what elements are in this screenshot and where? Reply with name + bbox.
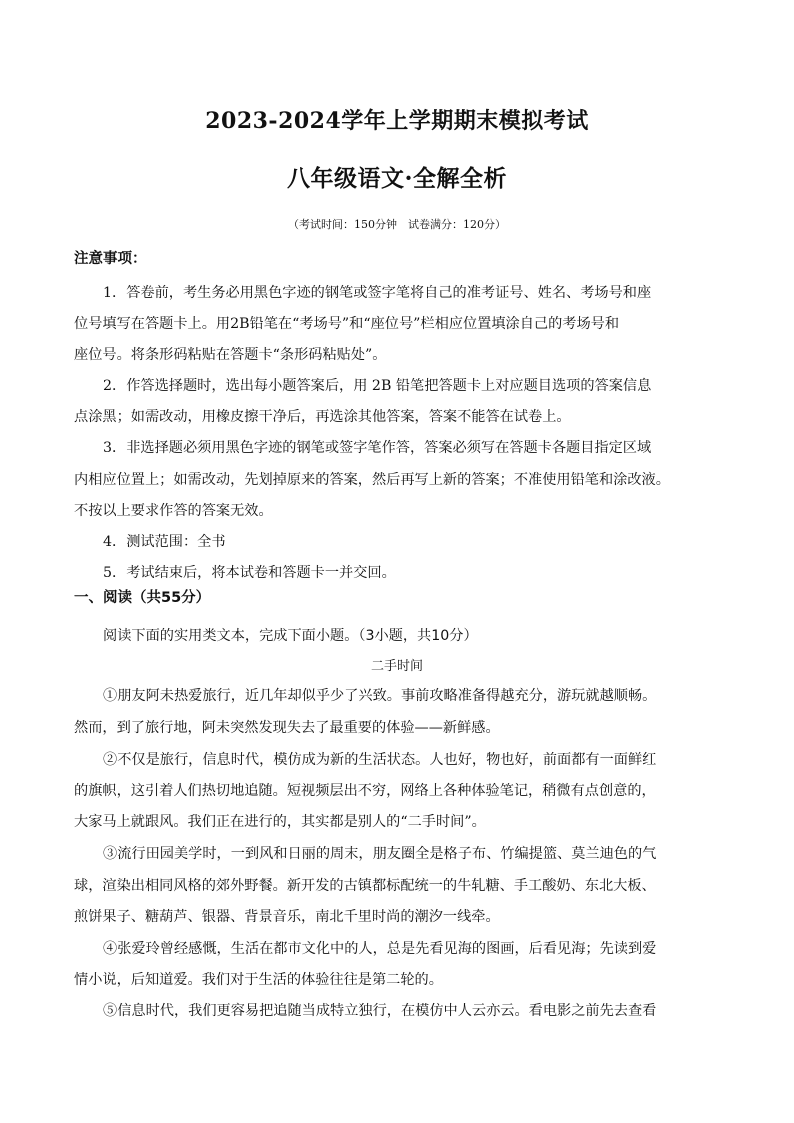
article-line: ④张爱玲曾经感慨，生活在都市文化中的人，总是先看见海的图画，后看见海；先读到爱: [103, 941, 657, 957]
article-line: ③流行田园美学时，一到风和日丽的周末，朋友圈全是格子布、竹编提篮、莫兰迪色的气: [103, 846, 657, 862]
notice-line: 座位号。将条形码粘贴在答题卡“条形码粘贴处”。: [74, 347, 387, 363]
article-line: ⑤信息时代，我们更容易把追随当成特立独行，在模仿中人云亦云。看电影之前先去查看: [103, 1003, 657, 1019]
notice-heading: 注意事项：: [74, 251, 147, 267]
exam-info: （考试时间：150分钟 试卷满分：120分）: [288, 218, 506, 231]
article-line: 球，渲染出相同风格的郊外野餐。新开发的古镇都标配统一的牛轧糖、手工酸奶、东北大板、: [74, 878, 656, 894]
article-line: 情小说，后知道爱。我们对于生活的体验往往是第二轮的。: [74, 972, 443, 988]
reading-intro: 阅读下面的实用类文本，完成下面小题。（3小题，共10分）: [103, 628, 478, 644]
section-heading: 一、阅读（共55分）: [74, 590, 211, 606]
document-subtitle: 八年级语文·全解全析: [286, 165, 507, 192]
article-line: ①朋友阿未热爱旅行，近几年却似乎少了兴致。事前攻略准备得越充分，游玩就越顺畅。: [103, 688, 657, 704]
article-title: 二手时间: [370, 659, 423, 674]
article-line: ②不仅是旅行，信息时代，模仿成为新的生活状态。人也好，物也好，前面都有一面鲜红: [103, 752, 657, 768]
notice-line: 5．考试结束后，将本试卷和答题卡一并交回。: [103, 565, 396, 581]
document-title: 2023-2024学年上学期期末模拟考试: [205, 108, 589, 134]
notice-line: 2．作答选择题时，选出每小题答案后，用 2B 铅笔把答题卡上对应题目选项的答案信息: [103, 378, 652, 394]
notice-line: 不按以上要求作答的答案无效。: [74, 503, 273, 519]
article-line: 大家马上就跟风。我们正在进行的，其实都是别人的“二手时间”。: [74, 814, 486, 830]
article-line: 然而，到了旅行地，阿未突然发现失去了最重要的体验——新鲜感。: [74, 720, 500, 736]
notice-line: 4．测试范围：全书: [103, 534, 226, 550]
article-line: 的旗帜，这引着人们热切地追随。短视频层出不穷，网络上各种体验笔记，稍微有点创意的，: [74, 783, 656, 799]
notice-line: 1．答卷前，考生务必用黑色字迹的钢笔或签字笔将自己的准考证号、姓名、考场号和座: [103, 285, 652, 301]
notice-line: 内相应位置上；如需改动，先划掉原来的答案，然后再写上新的答案；不准使用铅笔和涂改液。: [74, 472, 670, 488]
notice-line: 3．非选择题必须用黑色字迹的钢笔或签字笔作答，答案必须写在答题卡各题目指定区域: [103, 440, 652, 456]
article-line: 煎饼果子、糖葫芦、银器、背景音乐，南北千里时尚的潮汐一线牵。: [74, 909, 500, 925]
notice-line: 位号填写在答题卡上。用2B铅笔在“考场号”和“座位号”栏相应位置填涂自己的考场号和: [74, 316, 620, 332]
notice-line: 点涂黑；如需改动，用橡皮擦干净后，再选涂其他答案，答案不能答在试卷上。: [74, 409, 571, 425]
